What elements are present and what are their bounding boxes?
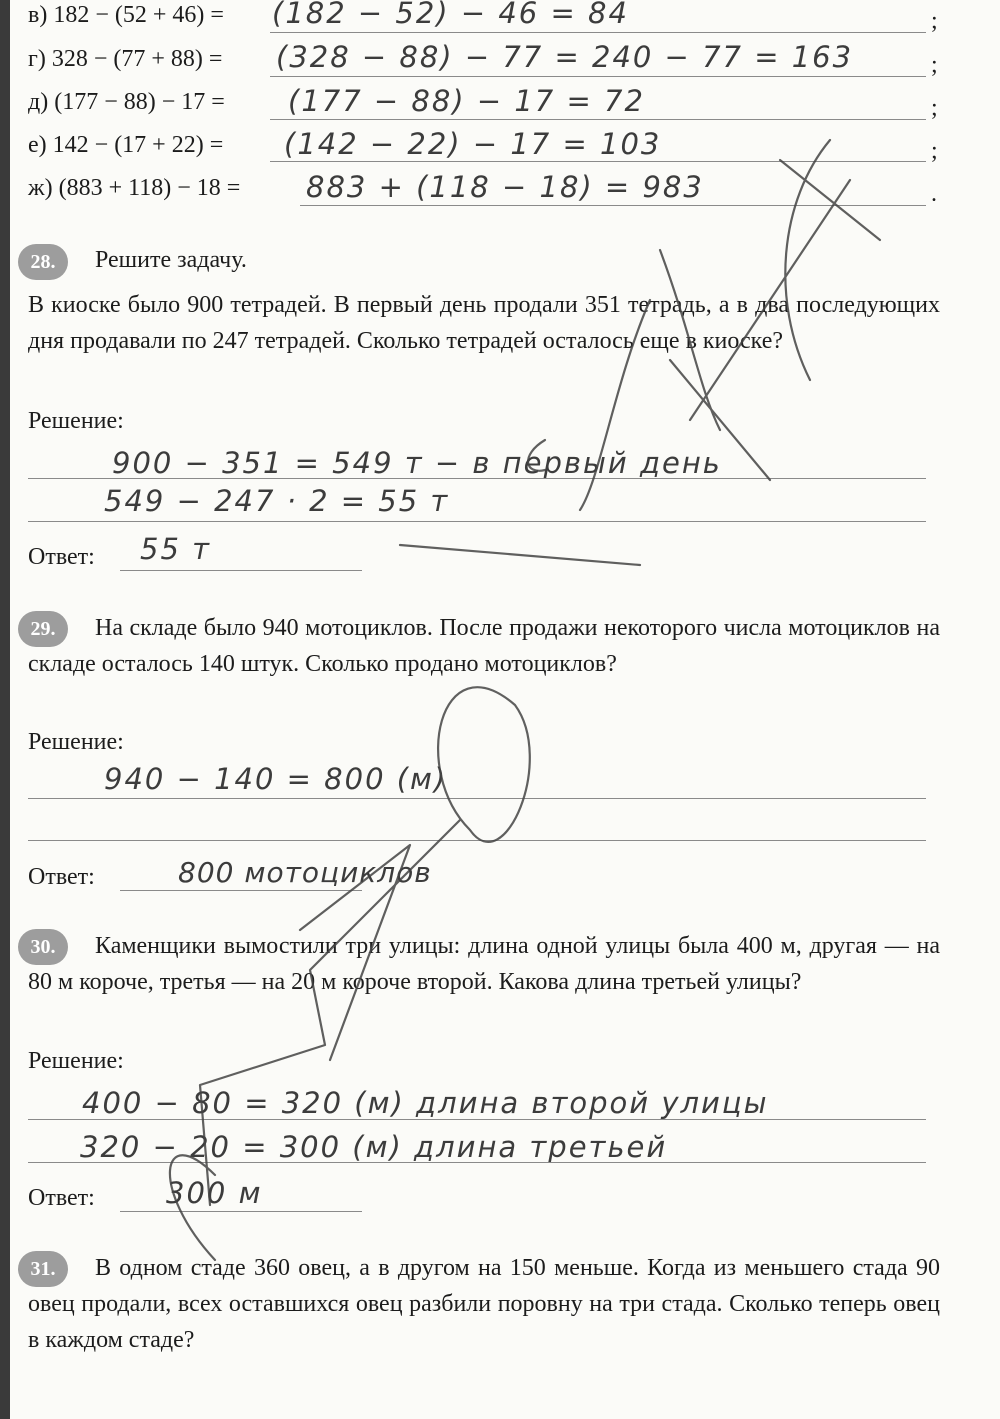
answer-line (120, 890, 362, 891)
exercise-expression: 182 − (52 + 46) = (53, 2, 224, 28)
row-end-mark: ; (931, 95, 938, 121)
ruled-line (28, 478, 926, 479)
exercise-row (28, 89, 225, 116)
exercise-row (28, 46, 222, 73)
exercise-expression: 328 − (77 + 88) = (51, 46, 223, 72)
solution-label: Решение: (28, 408, 124, 434)
task-text: В одном стаде 360 овец, а в другом на 150 меньше. Когда из меньшего стада 90 овец продали, всех оставшихся овец разбили поровну на три стада. Сколько теперь овец в каждом стаде? (28, 1255, 940, 1353)
handwritten-answer: 55 т (140, 532, 212, 566)
handwritten-answer: 800 мотоциклов (178, 856, 432, 889)
answer-line (270, 32, 926, 33)
row-end-mark: ; (931, 8, 938, 34)
solution-line: 900 − 351 = 549 т − в первый день (112, 446, 722, 480)
solution-label: Решение: (28, 729, 124, 755)
handwritten-answer: 300 м (166, 1176, 263, 1210)
exercise-label: г) (28, 46, 46, 72)
answer-label: Ответ: (28, 864, 95, 890)
task-heading: Решите задачу. (95, 247, 247, 273)
row-end-mark: ; (931, 52, 938, 78)
answer-line (270, 161, 926, 162)
handwritten-answer: 883 + (118 − 18) = 983 (306, 170, 704, 204)
solution-line: 320 − 20 = 300 (м) длина третьей (80, 1130, 668, 1164)
solution-line: 940 − 140 = 800 (м) (104, 762, 448, 796)
solution-label: Решение: (28, 1048, 124, 1074)
exercise-expression: (177 − 88) − 17 = (54, 89, 225, 115)
exercise-label: е) (28, 132, 47, 158)
answer-line (300, 205, 926, 206)
task-number-badge: 28. (18, 244, 68, 280)
scribble-stroke (780, 160, 880, 240)
solution-line: 549 − 247 · 2 = 55 т (104, 484, 450, 518)
handwritten-answer: (177 − 88) − 17 = 72 (288, 84, 645, 118)
exercise-expression: (883 + 118) − 18 = (58, 175, 241, 201)
task-text: В киоске было 900 тетрадей. В первый день продали 351 тетрадь, а в два последующих дня продавали по 247 тетрадей. Сколько тетрадей осталось еще в киоске? (28, 292, 940, 354)
exercise-row (28, 132, 223, 159)
task-text: На складе было 940 мотоциклов. После продажи некоторого числа мотоциклов на складе осталось 140 штук. Сколько продано мотоциклов? (28, 615, 940, 677)
answer-line (120, 1211, 362, 1212)
exercise-expression: 142 − (17 + 22) = (52, 132, 224, 158)
answer-label: Ответ: (28, 544, 95, 570)
handwritten-answer: (182 − 52) − 46 = 84 (272, 0, 629, 30)
ruled-line (28, 1162, 926, 1163)
ruled-line (28, 840, 926, 841)
row-end-mark: ; (931, 138, 938, 164)
answer-line (120, 570, 362, 571)
task-number-badge: 31. (18, 1251, 68, 1287)
ruled-line (28, 1119, 926, 1120)
answer-line (270, 119, 926, 120)
task-number-badge: 29. (18, 611, 68, 647)
row-end-mark: . (931, 181, 937, 207)
solution-line: 400 − 80 = 320 (м) длина второй улицы (82, 1086, 769, 1120)
exercise-row (28, 2, 224, 29)
scribble-stroke (400, 545, 640, 565)
exercise-label: д) (28, 89, 49, 115)
task-number-badge: 30. (18, 929, 68, 965)
ruled-line (28, 521, 926, 522)
scribble-stroke (438, 687, 530, 842)
task-text: Каменщики вымостили три улицы: длина одной улицы была 400 м, другая — на 80 м короче, третья — на 20 м короче второй. Какова длина третьей улицы? (28, 933, 940, 995)
ruled-line (28, 798, 926, 799)
exercise-label: ж) (28, 175, 53, 201)
exercise-label: в) (28, 2, 48, 28)
scan-edge (0, 0, 10, 1419)
answer-label: Ответ: (28, 1185, 95, 1211)
exercise-row (28, 175, 240, 202)
handwritten-answer: (328 − 88) − 77 = 240 − 77 = 163 (276, 40, 854, 74)
handwritten-answer: (142 − 22) − 17 = 103 (284, 127, 662, 161)
answer-line (270, 76, 926, 77)
